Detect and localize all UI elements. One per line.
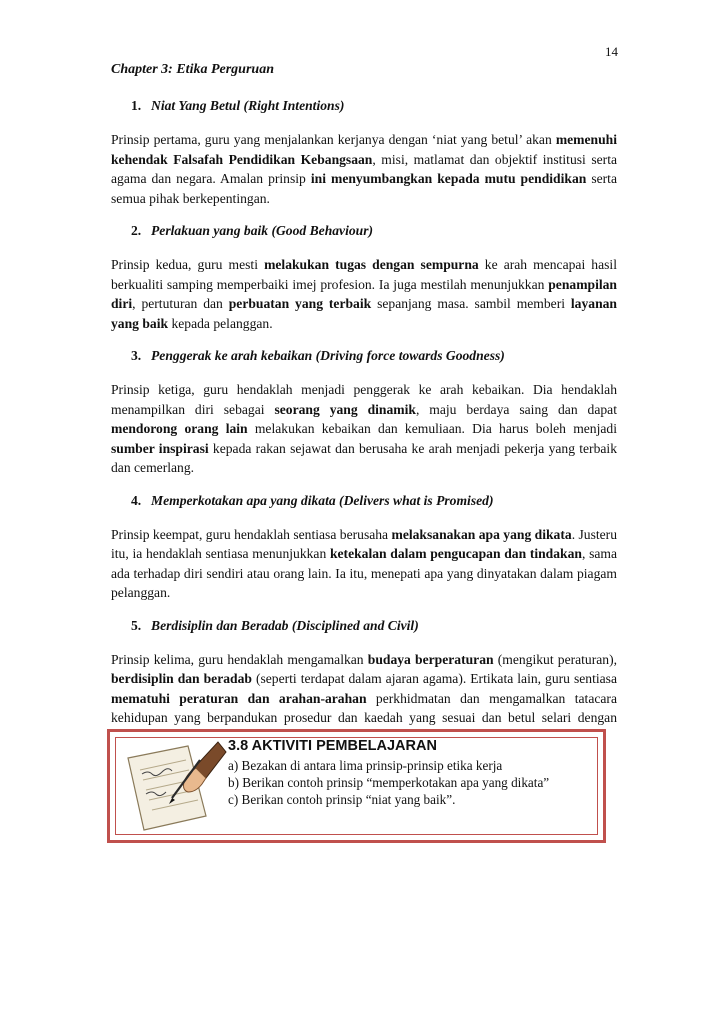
section-number: 4. bbox=[131, 492, 142, 508]
section-number: 3. bbox=[131, 348, 142, 364]
emphasis-text: melaksanakan apa yang dikata bbox=[391, 526, 572, 542]
emphasis-text: mematuhi peraturan dan arahan-arahan bbox=[111, 690, 367, 706]
chapter-title: Chapter 3: Etika Perguruan bbox=[111, 62, 274, 77]
emphasis-text: penampilan diri bbox=[111, 276, 617, 312]
paragraph-text: melakukan kebaikan dan kemuliaan. Dia harus boleh menjadi bbox=[247, 421, 617, 437]
paragraph-text: (seperti terdapat dalam ajaran agama). Ertikata lain, guru sentiasa bbox=[251, 671, 617, 687]
section-heading bbox=[131, 616, 617, 635]
section-heading-text: Perlakuan yang baik (Good Behaviour) bbox=[151, 223, 374, 239]
paragraph-text: kepada rakan sejawat dan berusaha ke arah menjadi pekerja yang terbaik dan cemerlang. bbox=[111, 440, 617, 476]
paragraph-text: Prinsip ketiga, guru hendaklah menjadi penggerak ke arah kebaikan. Dia hendaklah menampilkan diri sebagai bbox=[111, 382, 617, 417]
document-body bbox=[111, 96, 617, 760]
paragraph-text: perkhidmatan dan mengamalkan tatacara kehidupan yang berpandukan prosedur dan kaedah yang sesuai dan betul selari dengan bbox=[111, 690, 617, 726]
emphasis-text: budaya berperaturan bbox=[367, 651, 494, 667]
paragraph-text: , pertuturan dan bbox=[132, 296, 229, 312]
section-heading bbox=[131, 346, 617, 365]
section-heading bbox=[131, 221, 617, 240]
activity-item: a) Bezakan di antara lima prinsip-prinsip etika kerja bbox=[228, 758, 503, 773]
section-heading-text: Memperkotakan apa yang dikata (Delivers what is Promised) bbox=[151, 492, 494, 508]
section-heading bbox=[131, 96, 617, 115]
paragraph-text: , maju berdaya saing dan dapat bbox=[415, 401, 617, 417]
page-number: 14 bbox=[605, 44, 618, 59]
activity-title: 3.8 AKTIVITI PEMBELAJARAN bbox=[228, 738, 437, 754]
emphasis-text: ini menyumbangkan kepada mutu pendidikan bbox=[310, 171, 587, 187]
paragraph-text: (mengikut peraturan), bbox=[493, 651, 618, 667]
emphasis-text: sumber inspirasi bbox=[111, 440, 209, 456]
emphasis-text: layanan yang baik bbox=[111, 296, 617, 331]
section-number: 1. bbox=[131, 98, 142, 113]
section-number: 2. bbox=[131, 223, 142, 239]
section-paragraph bbox=[111, 525, 617, 603]
activity-item: b) Berikan contoh prinsip “memperkotakan apa yang dikata” bbox=[228, 775, 550, 790]
emphasis-text: memenuhi kehendak Falsafah Pendidikan Kebangsaan bbox=[111, 132, 617, 167]
emphasis-text: mendorong orang lain bbox=[111, 421, 248, 437]
activity-item: c) Berikan contoh prinsip “niat yang baik”. bbox=[228, 792, 456, 807]
section-paragraph bbox=[111, 130, 617, 208]
activity-text bbox=[228, 737, 598, 808]
section-paragraph bbox=[111, 380, 617, 477]
paragraph-text: Prinsip keempat, guru hendaklah sentiasa berusaha bbox=[111, 526, 392, 542]
paragraph-text: sepanjang masa. sambil memberi bbox=[371, 296, 571, 312]
emphasis-text: berdisiplin dan beradab bbox=[111, 671, 252, 687]
section-paragraph bbox=[111, 255, 617, 333]
activity-box bbox=[107, 729, 606, 843]
paragraph-text: , sama ada terhadap diri sendiri atau orang lain. Ia itu, menepati apa yang dinyatakan dalam piagam pelanggan. bbox=[111, 546, 617, 601]
paragraph-text: . Justeru itu, ia hendaklah sentiasa menunjukkan bbox=[111, 526, 617, 562]
section-number: 5. bbox=[131, 617, 142, 633]
paragraph-text: , misi, matlamat dan objektif institusi serta agama dan negara. Amalan prinsip bbox=[111, 151, 617, 187]
paragraph-text: Prinsip pertama, guru yang menjalankan kerjanya dengan ‘niat yang betul’ akan bbox=[111, 132, 556, 148]
hand-writing-icon bbox=[118, 738, 228, 834]
emphasis-text: perbuatan yang terbaik bbox=[228, 296, 372, 312]
emphasis-text: ketekalan dalam pengucapan dan tindakan bbox=[329, 546, 582, 562]
paragraph-text: ke arah mencapai hasil berkualiti samping memperbaiki imej profesion. Ia juga mestilah menunjukkan bbox=[111, 257, 617, 292]
emphasis-text: seorang yang dinamik bbox=[274, 401, 416, 417]
section-heading-text: Berdisiplin dan Beradab (Disciplined and Civil) bbox=[151, 617, 419, 633]
section-heading-text: Niat Yang Betul (Right Intentions) bbox=[151, 98, 345, 113]
paragraph-text: Prinsip kedua, guru mesti bbox=[111, 257, 265, 273]
paragraph-text: serta semua pihak berkepentingan. bbox=[111, 171, 617, 206]
paragraph-text: kepada pelanggan. bbox=[168, 315, 273, 331]
section-heading-text: Penggerak ke arah kebaikan (Driving force towards Goodness) bbox=[151, 348, 505, 364]
paragraph-text: Prinsip kelima, guru hendaklah mengamalkan bbox=[111, 651, 368, 667]
emphasis-text: melakukan tugas dengan sempurna bbox=[264, 257, 479, 273]
section-heading bbox=[131, 491, 617, 510]
